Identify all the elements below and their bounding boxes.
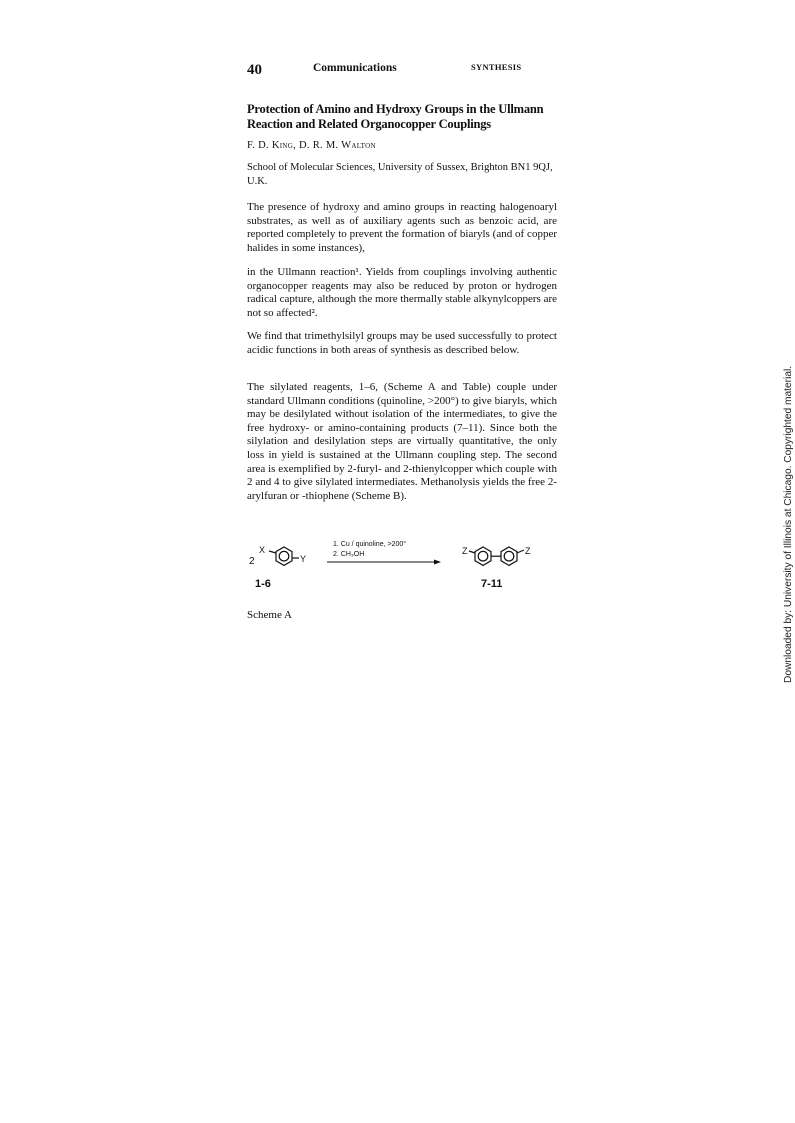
authors: F. D. King, D. R. M. Walton bbox=[247, 140, 376, 151]
download-notice bbox=[783, 365, 795, 683]
reaction-arrow bbox=[327, 560, 441, 565]
body-paragraph: We find that trimethylsilyl groups may be used successfully to protect acidic functions in both areas of synthesis as described below. bbox=[247, 330, 557, 356]
reactant-compound-label: 1-6 bbox=[255, 578, 271, 590]
reaction-condition-2: 2. CH₃OH bbox=[333, 551, 365, 558]
product-compound-label: 7-11 bbox=[481, 578, 503, 590]
journal-section: Communications bbox=[313, 62, 397, 74]
journal-name: SYNTHESIS bbox=[471, 62, 522, 72]
reactant-x-label: X bbox=[259, 545, 266, 555]
body-paragraph: The silylated reagents, 1–6, (Scheme A and Table) couple under standard Ullmann conditions (quinoline, >200°) to give biaryls, which may be desilylated without isolation of the intermediates, to give the free hydroxy- or amino-containing products (7–11). Since both the silylation and desilylation steps are virtually quantitative, the only loss in yield is sustained at the Ullmann coupling step. The second area is exemplified by 2-furyl- and 2-thienylcopper which couple with 2 and 4 to give silylated intermediates. Methanolysis yields the free 2-arylfuran or -thiophene (Scheme B). bbox=[247, 381, 557, 502]
scheme-a-figure bbox=[247, 535, 567, 605]
scheme-coefficient: 2 bbox=[249, 556, 255, 567]
product-z-left-label: Z bbox=[462, 546, 468, 556]
affiliation: School of Molecular Sciences, University of Sussex, Brighton BN1 9QJ, U.K. bbox=[247, 162, 553, 187]
product-z-right-label: Z bbox=[525, 546, 531, 556]
body-paragraph: in the Ullmann reaction¹. Yields from couplings involving authentic organocopper reagents may also be reduced by proton or hydrogen radical capture, although the more thermally stable alkynylcoppers are not so affected². bbox=[247, 266, 558, 319]
download-notice-text: Downloaded by: University of Illinois at Chicago. Copyrighted material. bbox=[783, 365, 794, 683]
reactant-benzene-ring bbox=[269, 547, 299, 565]
reactant-y-label: Y bbox=[300, 554, 307, 564]
scheme-caption: Scheme A bbox=[247, 609, 292, 621]
product-biphenyl bbox=[469, 547, 524, 565]
article-title: Protection of Amino and Hydroxy Groups in the Ullmann Reaction and Related Organocopper Couplings bbox=[247, 102, 544, 131]
page-number: 40 bbox=[247, 62, 262, 78]
abstract-paragraph: The presence of hydroxy and amino groups in reacting halogenoaryl substrates, as well as of auxiliary agents such as benzoic acid, are reported completely to prevent the formation of biaryls (and of copper halides in some instances), bbox=[247, 201, 557, 254]
reaction-condition-1: 1. Cu / quinoline, >200° bbox=[333, 541, 407, 548]
